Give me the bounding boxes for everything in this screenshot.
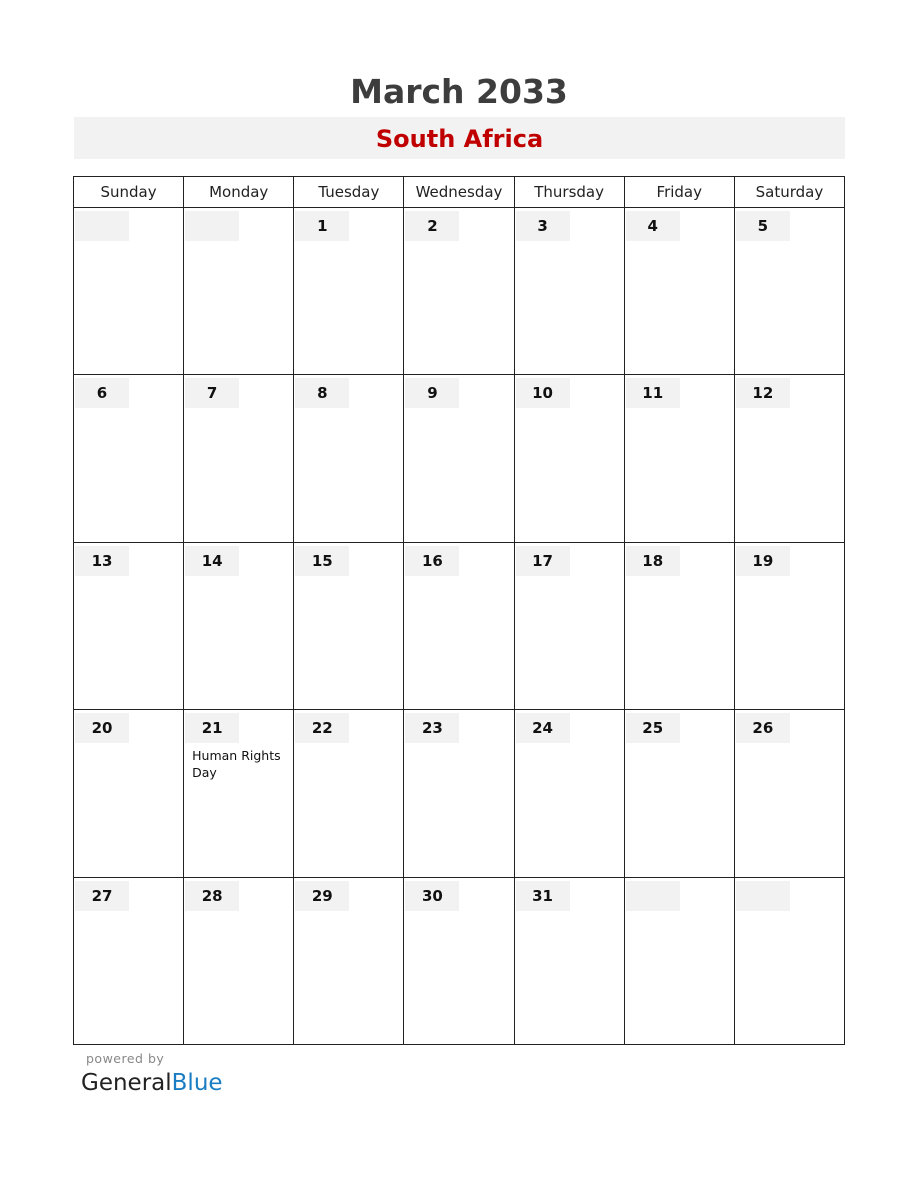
day-cell bbox=[184, 710, 294, 877]
day-number: 13 bbox=[75, 546, 129, 576]
weekday-header: Monday bbox=[184, 177, 294, 208]
day-number: 31 bbox=[516, 881, 570, 911]
day-number: 1 bbox=[295, 211, 349, 241]
weekday-header-row bbox=[74, 177, 845, 208]
holiday-label: Human Rights Day bbox=[192, 748, 281, 781]
day-number: 22 bbox=[295, 713, 349, 743]
day-cell bbox=[734, 208, 844, 375]
day-number: 30 bbox=[405, 881, 459, 911]
day-cell bbox=[624, 710, 734, 877]
day-cell bbox=[184, 208, 294, 375]
day-number: 6 bbox=[75, 378, 129, 408]
day-number: 7 bbox=[185, 378, 239, 408]
weekday-header: Sunday bbox=[74, 177, 184, 208]
brand-general-text: General bbox=[81, 1070, 172, 1096]
week-row bbox=[74, 208, 845, 375]
day-cell bbox=[74, 877, 184, 1044]
day-number bbox=[736, 881, 790, 911]
day-cell bbox=[514, 375, 624, 542]
day-cell bbox=[404, 877, 514, 1044]
generalblue-logo[interactable] bbox=[81, 1068, 223, 1098]
day-cell bbox=[404, 208, 514, 375]
day-cell bbox=[294, 877, 404, 1044]
country-banner bbox=[74, 117, 845, 159]
day-cell bbox=[514, 710, 624, 877]
day-cell bbox=[734, 375, 844, 542]
day-cell bbox=[624, 375, 734, 542]
day-number: 17 bbox=[516, 546, 570, 576]
day-cell bbox=[514, 542, 624, 709]
day-cell bbox=[184, 375, 294, 542]
day-number: 5 bbox=[736, 211, 790, 241]
day-number: 14 bbox=[185, 546, 239, 576]
day-cell bbox=[404, 710, 514, 877]
day-cell bbox=[74, 208, 184, 375]
week-row bbox=[74, 542, 845, 709]
powered-by-label: powered by bbox=[86, 1051, 165, 1066]
day-number: 3 bbox=[516, 211, 570, 241]
day-cell bbox=[184, 542, 294, 709]
day-number: 19 bbox=[736, 546, 790, 576]
day-cell bbox=[404, 542, 514, 709]
day-cell bbox=[734, 710, 844, 877]
day-cell bbox=[294, 710, 404, 877]
day-cell bbox=[184, 877, 294, 1044]
day-number bbox=[185, 211, 239, 241]
week-row bbox=[74, 877, 845, 1044]
country-name: South Africa bbox=[375, 125, 544, 153]
day-number: 23 bbox=[405, 713, 459, 743]
weekday-header: Tuesday bbox=[294, 177, 404, 208]
brand-blue-text: Blue bbox=[171, 1070, 223, 1096]
day-number bbox=[75, 211, 129, 241]
day-number: 12 bbox=[736, 378, 790, 408]
day-number: 24 bbox=[516, 713, 570, 743]
day-number: 2 bbox=[405, 211, 459, 241]
day-cell bbox=[734, 877, 844, 1044]
weekday-header: Thursday bbox=[514, 177, 624, 208]
day-number: 28 bbox=[185, 881, 239, 911]
weekday-header: Wednesday bbox=[404, 177, 514, 208]
day-number: 20 bbox=[75, 713, 129, 743]
day-cell bbox=[74, 375, 184, 542]
weekday-header: Friday bbox=[624, 177, 734, 208]
page-title: March 2033 bbox=[350, 72, 568, 111]
day-cell bbox=[294, 542, 404, 709]
day-number: 9 bbox=[405, 378, 459, 408]
day-number: 25 bbox=[626, 713, 680, 743]
day-number: 4 bbox=[626, 211, 680, 241]
day-cell bbox=[514, 208, 624, 375]
day-cell bbox=[624, 877, 734, 1044]
day-number: 21 bbox=[185, 713, 239, 743]
day-cell bbox=[624, 542, 734, 709]
day-number: 10 bbox=[516, 378, 570, 408]
day-cell bbox=[624, 208, 734, 375]
day-number: 26 bbox=[736, 713, 790, 743]
day-number: 8 bbox=[295, 378, 349, 408]
calendar-grid bbox=[73, 176, 845, 1045]
weekday-header: Saturday bbox=[734, 177, 844, 208]
day-number: 11 bbox=[626, 378, 680, 408]
day-cell bbox=[294, 208, 404, 375]
day-cell bbox=[294, 375, 404, 542]
day-cell bbox=[74, 710, 184, 877]
day-number: 15 bbox=[295, 546, 349, 576]
day-number: 16 bbox=[405, 546, 459, 576]
day-number: 27 bbox=[75, 881, 129, 911]
day-cell bbox=[734, 542, 844, 709]
day-number: 29 bbox=[295, 881, 349, 911]
week-row bbox=[74, 710, 845, 877]
day-cell bbox=[514, 877, 624, 1044]
day-cell bbox=[404, 375, 514, 542]
day-number: 18 bbox=[626, 546, 680, 576]
day-cell bbox=[74, 542, 184, 709]
week-row bbox=[74, 375, 845, 542]
day-number bbox=[626, 881, 680, 911]
